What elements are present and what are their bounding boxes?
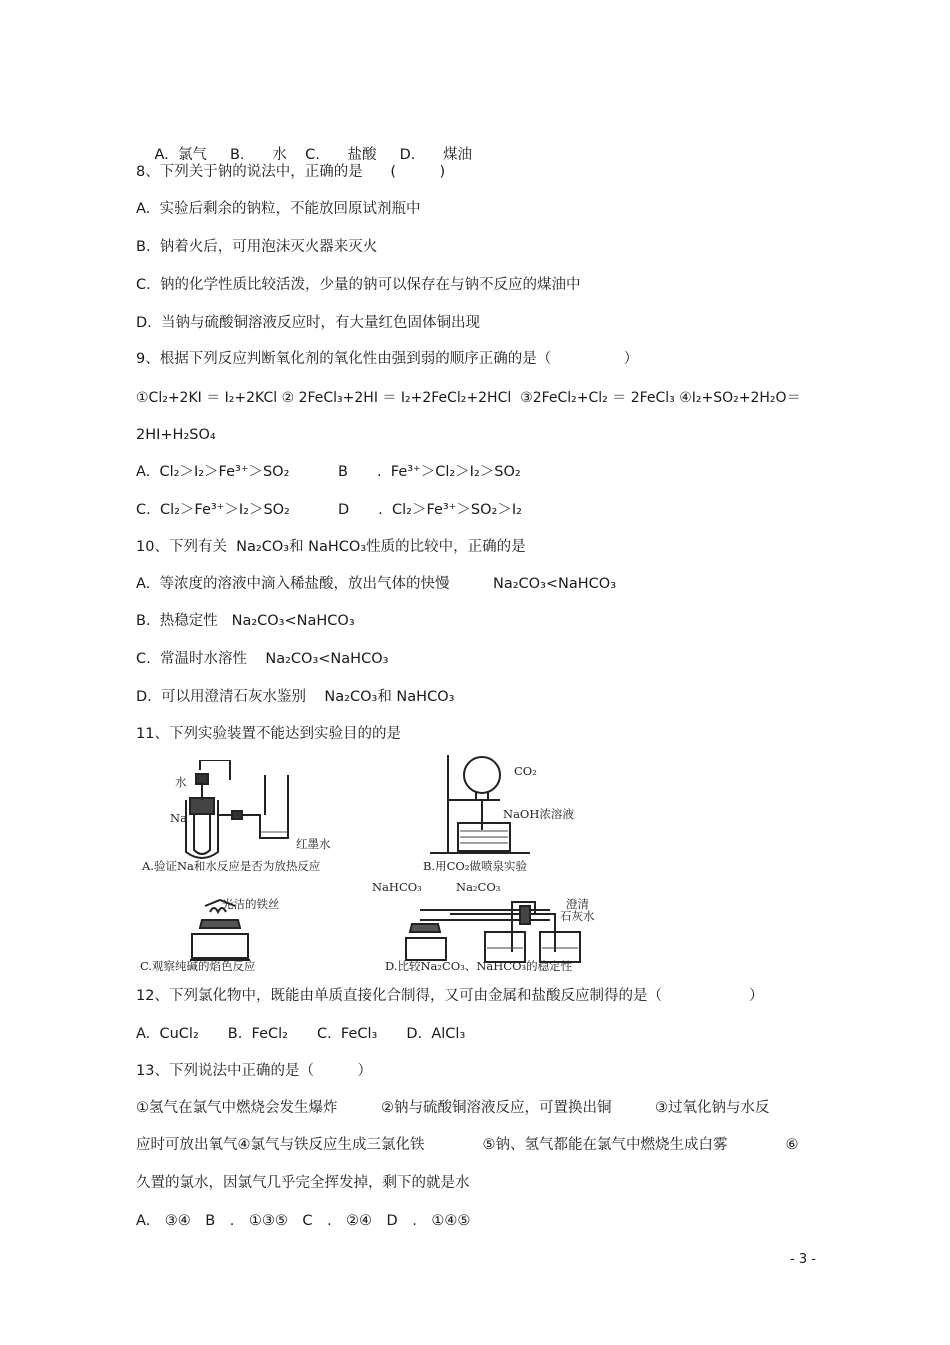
figure-c-caption: C.观察纯碱的焰色反应 — [140, 959, 256, 973]
figure-a-caption: A.验证Na和水反应是否为放热反应 — [142, 859, 321, 873]
q9-option-d: D . Cl₂＞Fe³⁺＞SO₂＞I₂ — [338, 502, 522, 518]
q7-option-c-label: C. — [305, 147, 320, 163]
q10-option-b: B. 热稳定性 Na₂CO₃<NaHCO₃ — [136, 613, 355, 629]
q8-option-a: A. 实验后剩余的钠粒，不能放回原试剂瓶中 — [136, 201, 421, 217]
q13-line1: ①氢气在氯气中燃烧会发生爆炸 ②钠与硫酸铜溶液反应，可置换出铜 ③过氧化钠与水反 — [136, 1100, 770, 1116]
q10-option-c: C. 常温时水溶性 Na₂CO₃<NaHCO₃ — [136, 651, 389, 667]
q7-option-a-label: A. — [154, 147, 169, 163]
page-number: - 3 - — [790, 1252, 816, 1267]
q12-stem: 12、下列氯化物中，既能由单质直接化合制得，又可由金属和盐酸反应制得的是（ ） — [136, 988, 764, 1004]
q10-stem: 10、下列有关 Na₂CO₃和 NaHCO₃性质的比较中，正确的是 — [136, 539, 526, 555]
figure-b-caption: B.用CO₂做喷泉实验 — [423, 859, 527, 873]
q13-options: A. ③④ B . ①③⑤ C . ②④ D . ①④⑤ — [136, 1213, 471, 1229]
q9-reactions: ①Cl₂+2KI ＝ I₂+2KCl ② 2FeCl₃+2HI ＝ I₂+2FeCl₂+2HCl ③2FeCl₂+Cl₂ ＝ 2FeCl₃ ④I₂+SO₂+2H₂O＝ — [136, 390, 801, 406]
q7-option-d: 煤油 — [443, 147, 473, 163]
q12-options: A. CuCl₂ B. FeCl₂ C. FeCl₃ D. AlCl₃ — [136, 1026, 466, 1042]
q10-option-d: D. 可以用澄清石灰水鉴别 Na₂CO₃和 NaHCO₃ — [136, 689, 455, 705]
q13-line2: 应时可放出氧气④氯气与铁反应生成三氯化铁 ⑤钠、氢气都能在氯气中燃烧生成白雾 ⑥ — [136, 1137, 799, 1153]
q7-option-a: 氯气 — [177, 147, 207, 163]
figure-b-label-co2: CO₂ — [514, 764, 537, 778]
q9-option-c: C. Cl₂＞Fe³⁺＞I₂＞SO₂ — [136, 502, 290, 518]
q8-option-d: D. 当钠与硫酸铜溶液反应时，有大量红色固体铜出现 — [136, 315, 480, 331]
q13-line3: 久置的氯水，因氯气几乎完全挥发掉，剩下的就是水 — [136, 1175, 470, 1191]
figure-c-label-wire: 光洁的铁丝 — [222, 897, 280, 911]
q10-option-a: A. 等浓度的溶液中滴入稀盐酸，放出气体的快慢 Na₂CO₃<NaHCO₃ — [136, 576, 617, 592]
q9-option-b: B . Fe³⁺＞Cl₂＞I₂＞SO₂ — [338, 464, 521, 480]
figure-a-label-na: Na — [170, 811, 187, 825]
q7-option-c: 盐酸 — [347, 147, 377, 163]
q8-option-b: B. 钠着火后，可用泡沫灭火器来灭火 — [136, 239, 378, 255]
figure-d-label-lime2: 石灰水 — [560, 909, 595, 923]
figure-b-label-naoh: NaOH浓溶液 — [503, 807, 574, 821]
q8-stem-text: 8、下列关于钠的说法中，正确的是 — [136, 164, 363, 180]
q8-option-c: C. 钠的化学性质比较活泼，少量的钠可以保存在与钠不反应的煤油中 — [136, 277, 581, 293]
q9-stem: 9、根据下列反应判断氧化剂的氧化性由强到弱的顺序正确的是（ ） — [136, 351, 639, 367]
figure-a-label-ink: 红墨水 — [296, 837, 331, 851]
figure-d-caption: D.比较Na₂CO₃、NaHCO₃的稳定性 — [385, 959, 573, 973]
figure-d-label-nahco3: NaHCO₃ — [372, 880, 422, 894]
figure-d-label-na2co3: Na₂CO₃ — [456, 880, 501, 894]
q13-stem: 13、下列说法中正确的是（ ） — [136, 1063, 372, 1079]
figure-a-label-water: 水 — [175, 775, 187, 789]
q7-option-b: 水 — [272, 147, 287, 163]
q7-option-d-label: D. — [399, 147, 416, 163]
q9-reactions-cont: 2HI+H₂SO₄ — [136, 427, 216, 443]
q8-stem — [136, 162, 445, 182]
figure-d-label-lime1: 澄清 — [566, 897, 589, 911]
q9-option-a: A. Cl₂＞I₂＞Fe³⁺＞SO₂ — [136, 464, 290, 480]
q11-stem: 11、下列实验装置不能达到实验目的的是 — [136, 726, 401, 742]
q7-option-b-label: B. — [229, 147, 245, 163]
q8-paren: ( ) — [390, 164, 446, 180]
